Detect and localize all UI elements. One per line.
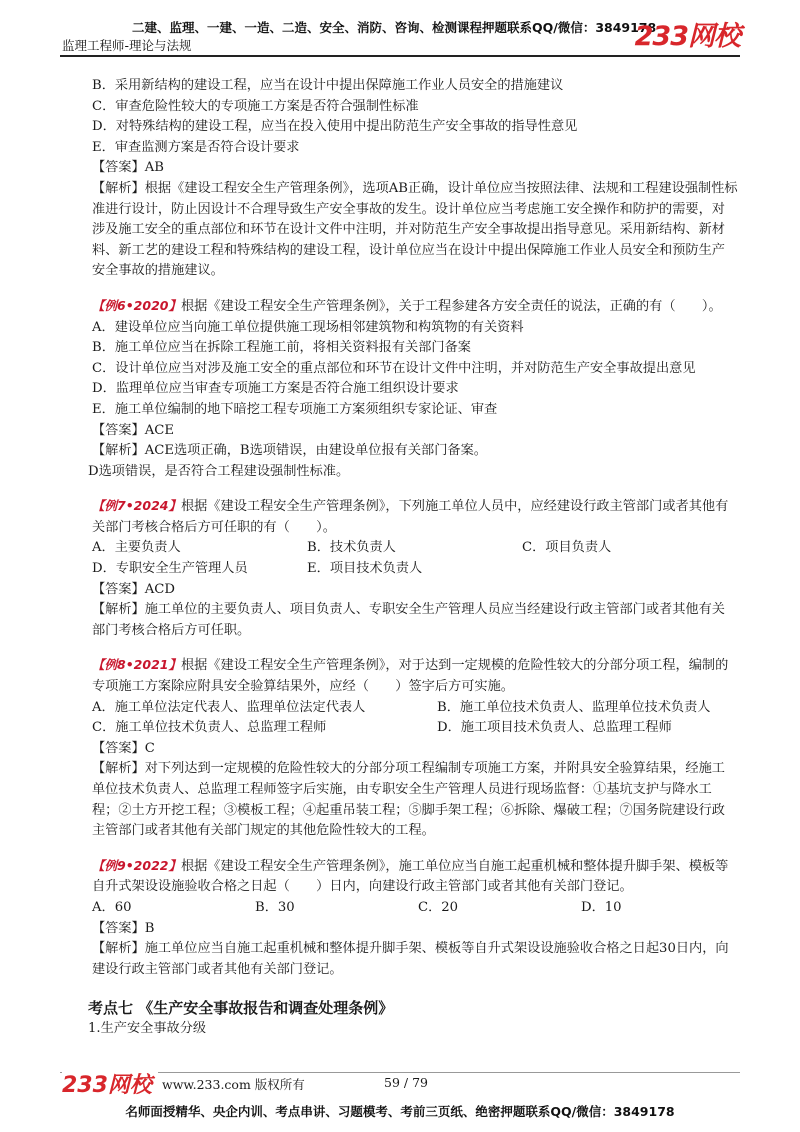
ex8-answer: 【答案】C <box>92 740 155 756</box>
ex6-option-e: E．施工单位编制的地下暗挖工程专项施工方案须组织专家论证、审查 <box>92 401 498 417</box>
ex6-tag: 【例6•2020】 <box>92 297 181 313</box>
block1-answer: 【答案】AB <box>92 160 164 176</box>
footer-page-number: 59 / 79 <box>380 1075 432 1090</box>
ex7-answer: 【答案】ACD <box>92 581 175 597</box>
ex6-analysis-2: D选项错误，是否符合工程建设强制性标准。 <box>88 463 350 479</box>
ex9-analysis: 【解析】施工单位应当自施工起重机械和整体提升脚手架、模板等自升式架设设施验收合格之日起30日内，向建设行政主管部门或者其他有关部门登记。 <box>92 941 729 977</box>
section-item-1: 1.生产安全事故分级 <box>88 1020 207 1036</box>
footer-bottom-line: 名师面授精华、央企内训、考点串讲、习题模考、考前三页纸、绝密押题联系QQ/微信：3849178 <box>125 1104 675 1119</box>
ex7-option-c: C．项目负责人 <box>522 540 612 556</box>
ex8-stem: 根据《建设工程安全生产管理条例》，对于达到一定规模的危险性较大的分部分项工程，编制的专项施工方案除应附具安全验算结果外，应经（ ）签字后方可实施。 <box>92 658 729 695</box>
header-subtitle: 监理工程师-理论与法规 <box>62 38 192 53</box>
ex7-option-a: A．主要负责人 <box>92 540 181 556</box>
header-logo: 233网校 <box>634 21 740 52</box>
ex7-options-row-2 <box>88 559 738 580</box>
ex8-question <box>88 655 738 697</box>
ex8-options-row-2 <box>88 718 738 739</box>
block1-option-e: E．审查监测方案是否符合设计要求 <box>92 139 300 155</box>
block1-option-d: D．对特殊结构的建设工程，应当在投入使用中提出防范生产安全事故的指导性意见 <box>92 119 578 135</box>
ex9-stem: 根据《建设工程安全生产管理条例》，施工单位应当自施工起重机械和整体提升脚手架、模板等自升式架设设施验收合格之日起（ ）日内，向建设行政主管部门或者其他有关部门登记。 <box>92 858 729 895</box>
ex7-stem: 根据《建设工程安全生产管理条例》，下列施工单位人员中，应经建设行政主管部门或者其他有关部门考核合格后方可任职的有（ ）。 <box>92 499 729 535</box>
ex9-option-a: A．60 <box>92 899 132 915</box>
ex8-option-d: D．施工项目技术负责人、总监理工程师 <box>437 720 672 736</box>
ex8-option-b: B．施工单位技术负责人、监理单位技术负责人 <box>437 699 711 715</box>
page-content <box>88 76 738 1040</box>
footer-site: www.233.com 版权所有 <box>158 1075 309 1093</box>
ex6-question <box>88 296 738 318</box>
ex7-question <box>88 496 738 538</box>
ex6-option-d: D．监理单位应当审查专项施工方案是否符合施工组织设计要求 <box>92 381 459 397</box>
spacer <box>88 842 738 856</box>
block1-option-c: C．审查危险性较大的专项施工方案是否符合强制性标准 <box>92 98 419 114</box>
block1-analysis: 【解析】根据《建设工程安全生产管理条例》，选项AB正确，设计单位应当按照法律、法规和工程建设强制性标准进行设计，防止因设计不合理导致生产安全事故的发生。设计单位应当考虑施工安全操作和防护的需要，对涉及施工安全的重点部位和环节在设计文件中注明，并对防范生产安全事故提出指导意见。采用新结构、新材料、新工艺的建设工程和特殊结构的建设工程，设计单位应当在设计中提出保障施工作业人员安全和预防生产安全事故的措施建议。 <box>92 180 738 279</box>
ex8-option-a: A．施工单位法定代表人、监理单位法定代表人 <box>92 699 366 715</box>
ex9-answer: 【答案】B <box>92 920 155 936</box>
ex6-stem: 根据《建设工程安全生产管理条例》，关于工程参建各方安全责任的说法，正确的有（ ）。 <box>180 298 722 314</box>
block1-option-b: B．采用新结构的建设工程，应当在设计中提出保障施工作业人员安全的措施建议 <box>92 78 564 93</box>
ex9-options-row <box>88 898 738 919</box>
spacer <box>88 282 738 296</box>
header-rule <box>60 55 740 57</box>
ex6-option-b: B．施工单位应当在拆除工程施工前，将相关资料报有关部门备案 <box>92 340 471 356</box>
ex8-options-row-1 <box>88 698 738 719</box>
ex8-tag: 【例8•2021】 <box>92 657 181 673</box>
header-top-line: 二建、监理、一建、一造、二造、安全、消防、咨询、检测课程押题联系QQ/微信：3849178 <box>132 20 657 35</box>
ex9-option-d: D．10 <box>581 899 622 915</box>
ex8-option-c: C．施工单位技术负责人、总监理工程师 <box>92 720 327 736</box>
section-title: 考点七 《生产安全事故报告和调查处理条例》 <box>88 999 394 1018</box>
ex7-options-row-1 <box>88 538 738 559</box>
ex8-analysis: 【解析】对下列达到一定规模的危险性较大的分部分项工程编制专项施工方案，并附具安全验算结果，经施工单位技术负责人、总监理工程师签字后实施，由专职安全生产管理人员进行现场监督：①基坑支护与降水工程；②土方开挖工程；③模板工程；④起重吊装工程；⑤脚手架工程；⑥拆除、爆破工程；⑦国务院建设行政主管部门或者其他有关部门规定的其他危险性较大的工程。 <box>92 761 725 839</box>
ex7-analysis: 【解析】施工单位的主要负责人、项目负责人、专职安全生产管理人员应当经建设行政主管部门或者其他有关部门考核合格后方可任职。 <box>92 602 725 638</box>
ex7-option-b: B．技术负责人 <box>307 540 396 556</box>
ex7-tag: 【例7•2024】 <box>92 498 181 514</box>
ex9-tag: 【例9•2022】 <box>92 857 181 873</box>
ex6-option-c: C．设计单位应当对涉及施工安全的重点部位和环节在设计文件中注明，并对防范生产安全事故提出意见 <box>92 360 696 376</box>
ex6-option-a: A．建设单位应当向施工单位提供施工现场相邻建筑物和构筑物的有关资料 <box>92 319 524 335</box>
ex9-option-b: B．30 <box>255 899 295 915</box>
footer-rule <box>60 1072 740 1073</box>
spacer <box>88 482 738 496</box>
ex7-option-d: D．专职安全生产管理人员 <box>92 561 248 577</box>
footer-logo: 233网校 <box>62 1068 158 1099</box>
ex6-answer: 【答案】ACE <box>92 422 174 438</box>
ex9-question <box>88 856 738 898</box>
ex9-option-c: C．20 <box>418 899 459 915</box>
spacer <box>88 641 738 655</box>
ex7-option-e: E．项目技术负责人 <box>307 561 423 577</box>
ex6-analysis-1: 【解析】ACE选项正确，B选项错误，由建设单位报有关部门备案。 <box>92 443 487 459</box>
